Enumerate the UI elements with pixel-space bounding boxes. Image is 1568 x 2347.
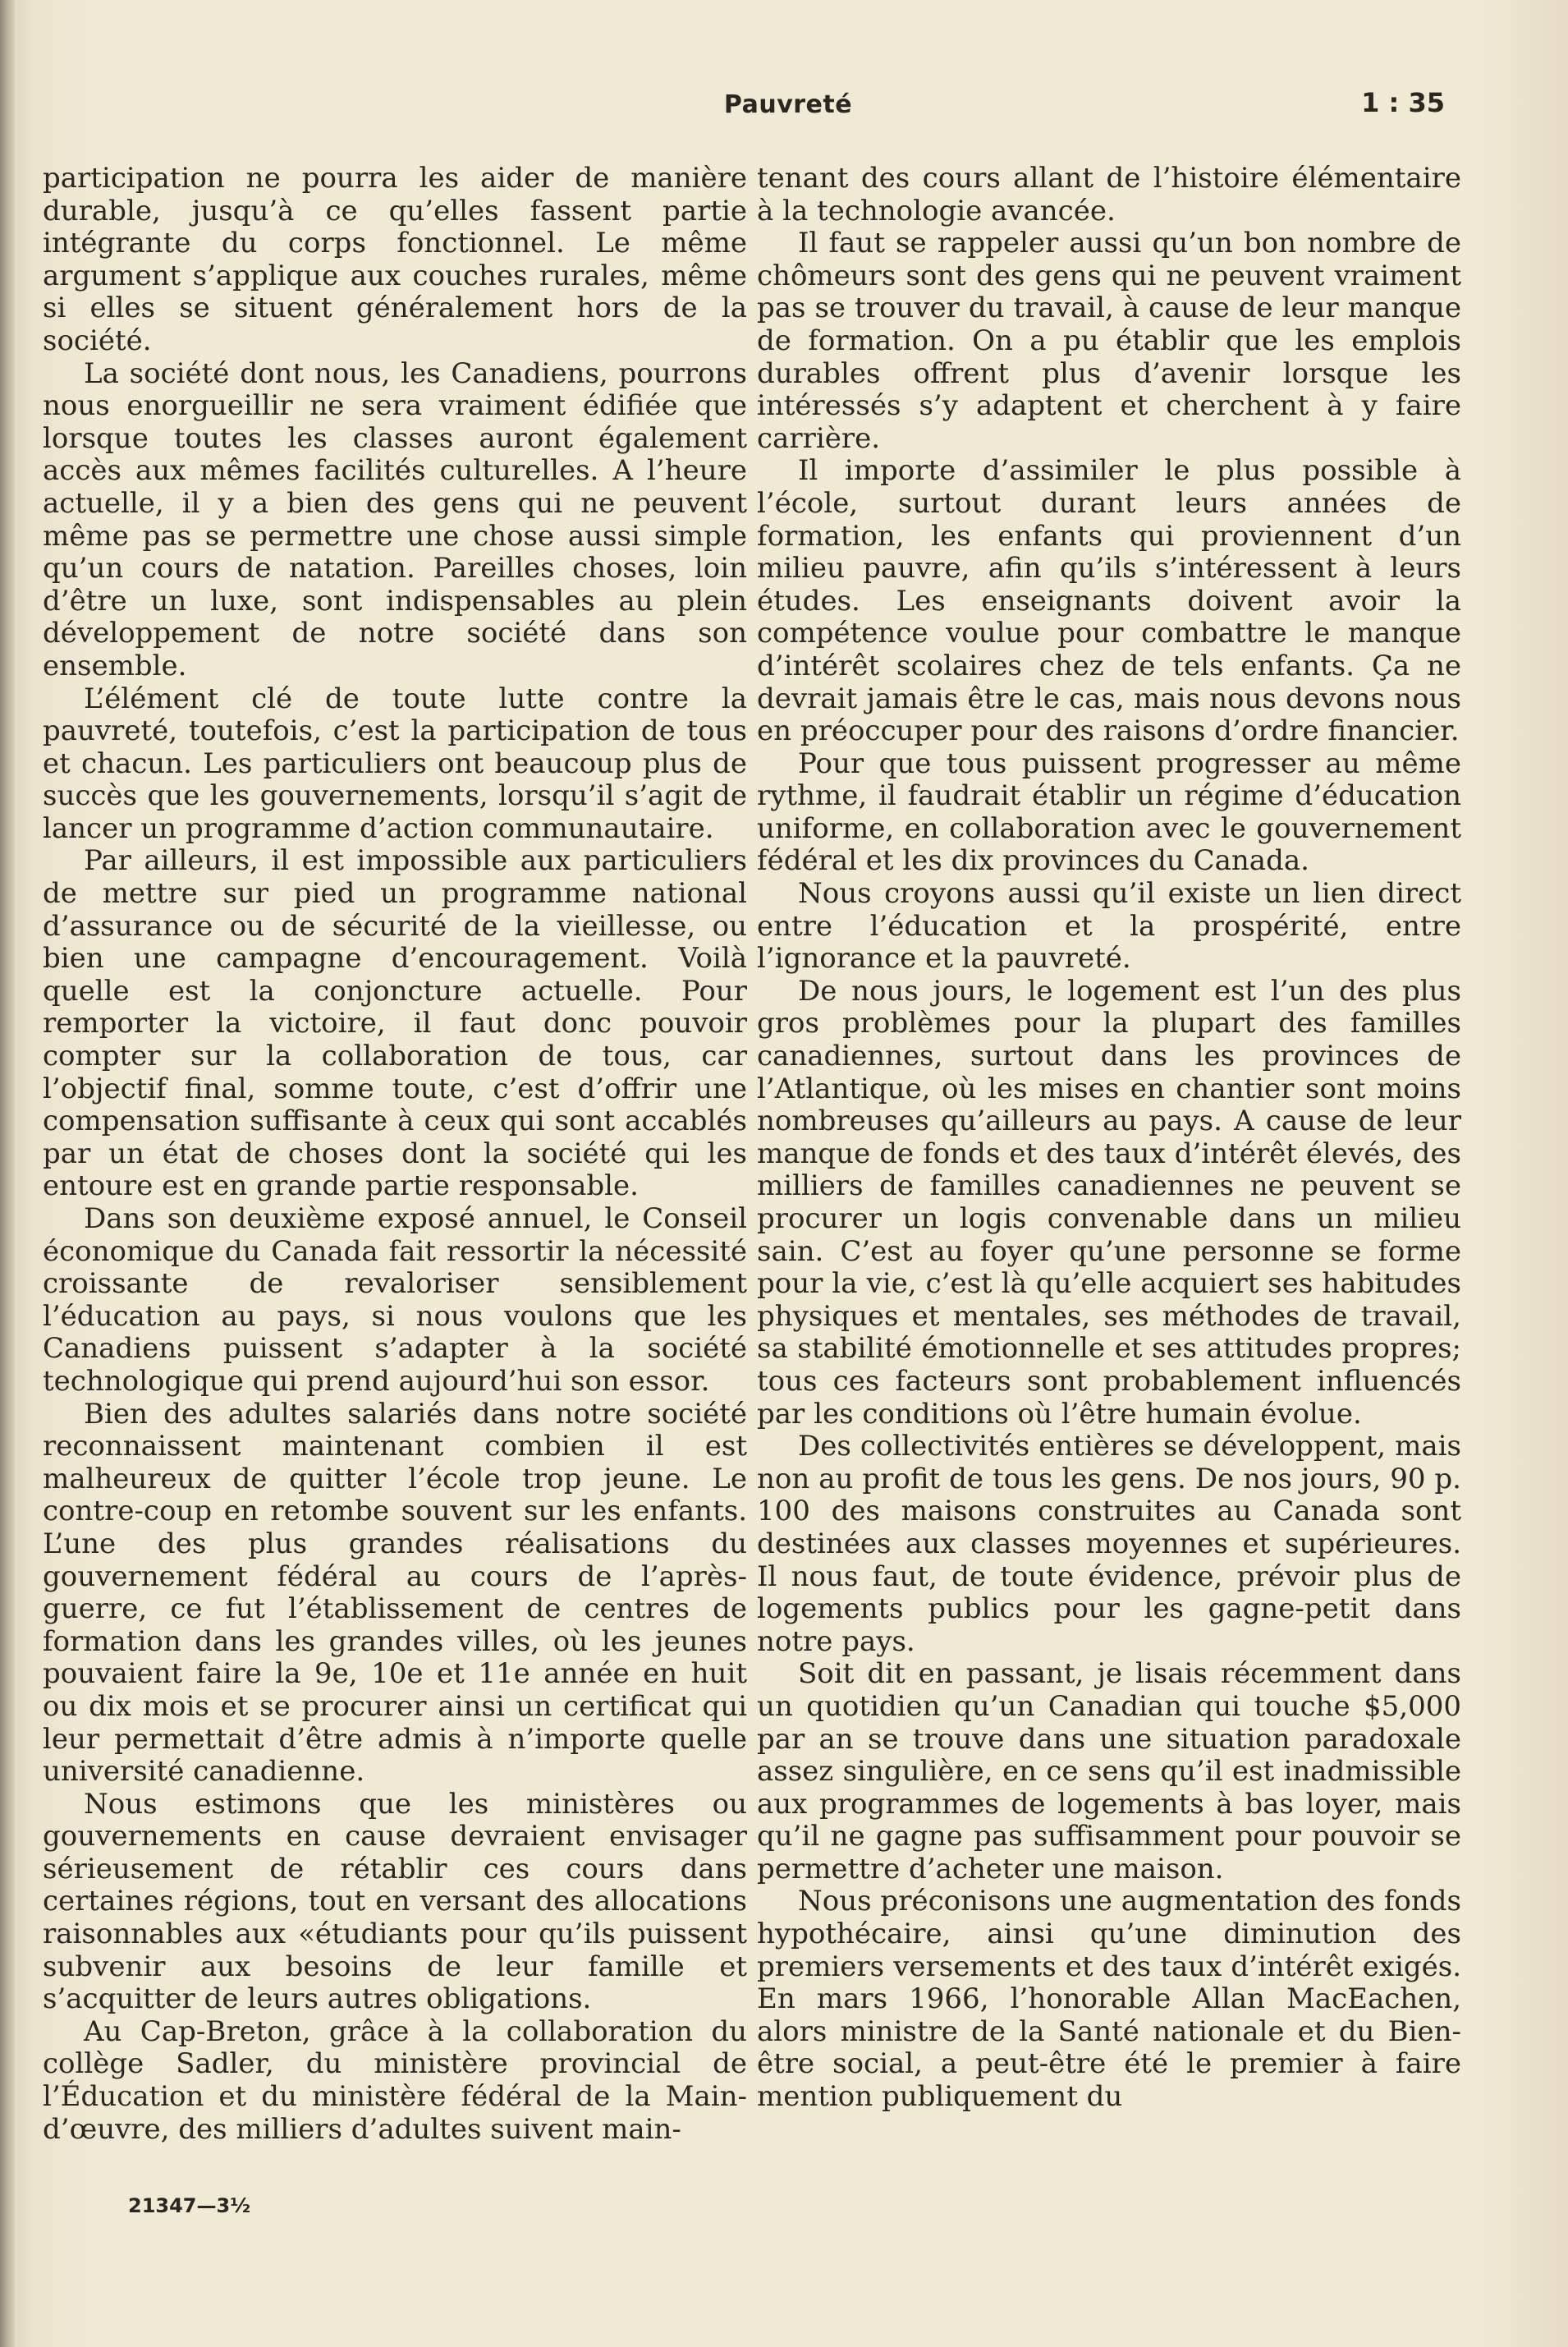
paragraph: Nous estimons que les ministères ou gouvernements en cause devraient envisager sérieusement de rétablir ces cours dans certaines régions, tout en versant des allocations raisonnables aux «étudiants pour qu’ils puissent subvenir aux besoins de leur famille et s’acquitter de leurs autres obligations. xyxy=(43,1787,747,2016)
paragraph: Par ailleurs, il est impossible aux particuliers de mettre sur pied un programme national d’assurance ou de sécurité de la vieillesse, ou bien une campagne d’encouragement. Voilà quelle est la conjoncture actuelle. Pour remporter la victoire, il faut donc pouvoir compter sur la collaboration de tous, car l’objectif final, somme toute, c’est d’offrir une compensation suffisante à ceux qui sont accablés par un état de choses dont la société qui les entoure est en grande partie responsable. xyxy=(43,844,747,1203)
printer-signature: 21347—3½ xyxy=(128,2194,251,2217)
paragraph: Nous préconisons une augmentation des fonds hypothécaire, ainsi qu’une diminution des premiers versements et des taux d’intérêt exigés. En mars 1966, l’honorable Allan MacEachen, alors ministre de la Santé nationale et du Bien-être social, a peut-être été le premier à faire mention publiquement du xyxy=(757,1885,1461,2114)
binding-shadow xyxy=(0,0,15,2347)
paragraph: La société dont nous, les Canadiens, pourrons nous enorgueillir ne sera vraiment édifiée que lorsque toutes les classes auront également accès aux mêmes facilités culturelles. A l’heure actuelle, il y a bien des gens qui ne peuvent même pas se permettre une chose aussi simple qu’un cours de natation. Pareilles choses, loin d’être un luxe, sont indispensables au plein développement de notre société dans son ensemble. xyxy=(43,356,747,682)
running-head-title: Pauvreté xyxy=(723,90,853,119)
left-column xyxy=(43,163,747,2146)
right-column xyxy=(757,163,1461,2114)
paragraph: tenant des cours allant de l’histoire élémentaire à la technologie avancée. xyxy=(757,162,1461,227)
paragraph: L’élément clé de toute lutte contre la pauvreté, toutefois, c’est la participation de tous et chacun. Les particuliers ont beaucoup plus de succès que les gouvernements, lorsqu’il s’agit de lancer un programme d’action communautaire. xyxy=(43,682,747,845)
paragraph: Des collectivités entières se développent, mais non au profit de tous les gens. De nos jours, 90 p. 100 des maisons construites au Canada sont destinées aux classes moyennes et supérieures. Il nous faut, de toute évidence, prévoir plus de logements publics pour les gagne-petit dans notre pays. xyxy=(757,1430,1461,1658)
paragraph: Nous croyons aussi qu’il existe un lien direct entre l’éducation et la prospérité, entre l’ignorance et la pauvreté. xyxy=(757,877,1461,976)
paragraph: Bien des adultes salariés dans notre société reconnaissent maintenant combien il est malheureux de quitter l’école trop jeune. Le contre-coup en retombe souvent sur les enfants. L’une des plus grandes réalisations du gouvernement fédéral au cours de l’après-guerre, ce fut l’établissement de centres de formation dans les grandes villes, où les jeunes pouvaient faire la 9e, 10e et 11e année en huit ou dix mois et se procurer ainsi un certificat qui leur permettait d’être admis à n’importe quelle université canadienne. xyxy=(43,1397,747,1789)
paragraph: Pour que tous puissent progresser au même rythme, il faudrait établir un régime d’éducation uniforme, en collaboration avec le gouvernement fédéral et les dix provinces du Canada. xyxy=(757,746,1461,878)
paragraph: Il importe d’assimiler le plus possible à l’école, surtout durant leurs années de formation, les enfants qui proviennent d’un milieu pauvre, afin qu’ils s’intéressent à leurs études. Les enseignants doivent avoir la compétence voulue pour combattre le manque d’intérêt scolaires chez de tels enfants. Ça ne devrait jamais être le cas, mais nous devons nous en préoccuper pour des raisons d’ordre financier. xyxy=(757,454,1461,748)
page-number: 1 : 35 xyxy=(1361,87,1445,118)
paragraph: participation ne pourra les aider de manière durable, jusqu’à ce qu’elles fassent partie intégrante du corps fonctionnel. Le même argument s’applique aux couches rurales, même si elles se situent généralement hors de la société. xyxy=(43,162,747,357)
paragraph: Au Cap-Breton, grâce à la collaboration du collège Sadler, du ministère provincial de l’Éducation et du ministère fédéral de la Main-d’œuvre, des milliers d’adultes suivent main- xyxy=(43,2014,747,2146)
paragraph: De nous jours, le logement est l’un des plus gros problèmes pour la plupart des familles canadiennes, surtout dans les provinces de l’Atlantique, où les mises en chantier sont moins nombreuses qu’ailleurs au pays. A cause de leur manque de fonds et des taux d’intérêt élevés, des milliers de familles canadiennes ne peuvent se procurer un logis convenable dans un milieu sain. C’est au foyer qu’une personne se forme pour la vie, c’est là qu’elle acquiert ses habitudes physiques et mentales, ses méthodes de travail, sa stabilité émotionnelle et ses attitudes propres; tous ces facteurs sont probablement influencés par les conditions où l’être humain évolue. xyxy=(757,974,1461,1431)
paragraph: Dans son deuxième exposé annuel, le Conseil économique du Canada fait ressortir la nécessité croissante de revaloriser sensiblement l’éducation au pays, si nous voulons que les Canadiens puissent s’adapter à la société technologique qui prend aujourd’hui son essor. xyxy=(43,1202,747,1398)
paragraph: Il faut se rappeler aussi qu’un bon nombre de chômeurs sont des gens qui ne peuvent vraiment pas se trouver du travail, à cause de leur manque de formation. On a pu établir que les emplois durables offrent plus d’avenir lorsque les intéressés s’y adaptent et cherchent à y faire carrière. xyxy=(757,227,1461,455)
paragraph: Soit dit en passant, je lisais récemment dans un quotidien qu’un Canadian qui touche $5,000 par an se trouve dans une situation paradoxale assez singulière, en ce sens qu’il est inadmissible aux programmes de logements à bas loyer, mais qu’il ne gagne pas suffisamment pour pouvoir se permettre d’acheter une maison. xyxy=(757,1657,1461,1885)
